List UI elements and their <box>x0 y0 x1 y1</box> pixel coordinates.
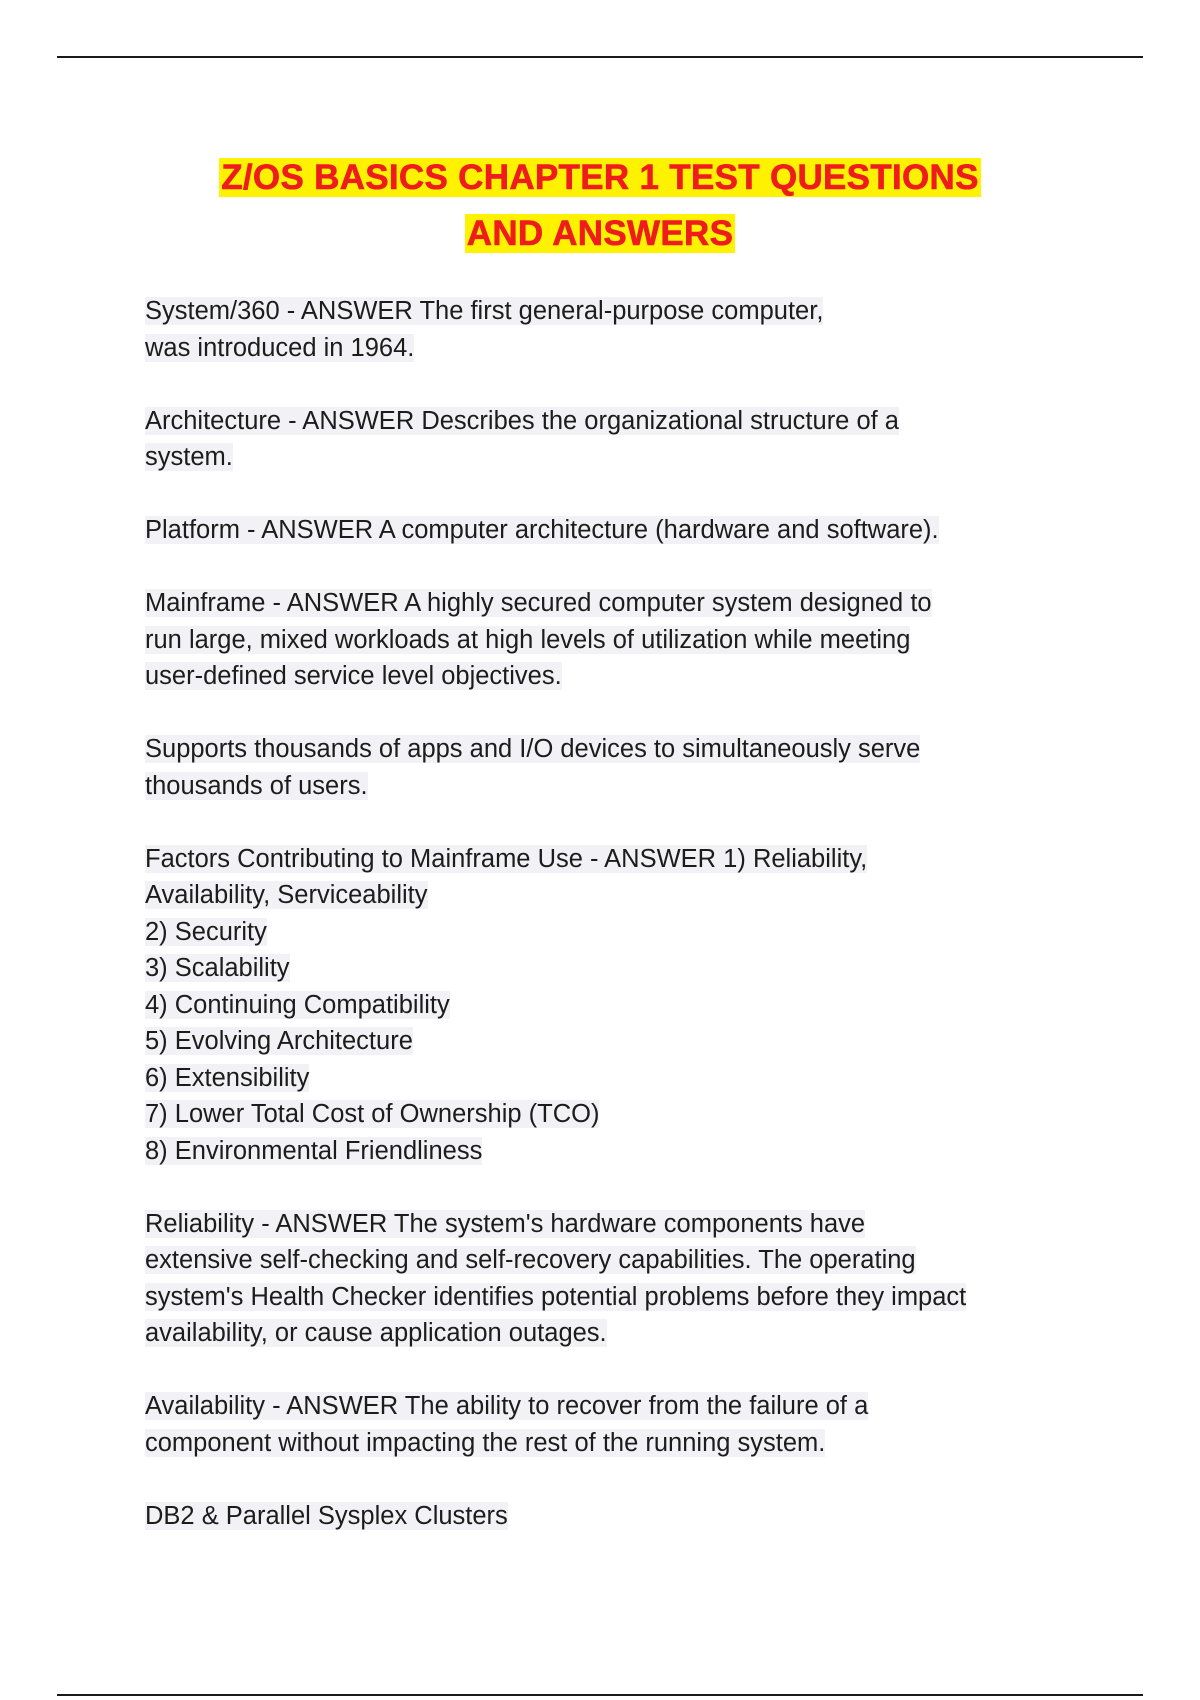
top-rule <box>57 56 1143 58</box>
text-line: was introduced in 1964. <box>145 333 415 362</box>
bottom-rule <box>57 1694 1143 1696</box>
text-line: component without impacting the rest of the running system. <box>145 1428 826 1457</box>
text-line: Reliability - ANSWER The system's hardware components have <box>145 1209 866 1238</box>
qa-entry-reliability <box>145 1206 1085 1352</box>
text-line: DB2 & Parallel Sysplex Clusters <box>145 1501 508 1530</box>
text-line: Supports thousands of apps and I/O devices to simultaneously serve <box>145 735 921 763</box>
text-line: extensive self-checking and self-recovery capabilities. The operating <box>145 1246 916 1274</box>
text-line: System/360 - ANSWER The first general-purpose computer, <box>145 297 824 325</box>
qa-entry-system360 <box>145 293 1085 366</box>
document-title <box>0 150 1200 262</box>
qa-entry-factors <box>145 841 1085 1170</box>
qa-entry-db2 <box>145 1498 1085 1535</box>
text-line: thousands of users. <box>145 771 368 800</box>
text-line: Availability, Serviceability <box>145 881 428 909</box>
list-item: 3) Scalability <box>145 954 290 982</box>
text-line: Mainframe - ANSWER A highly secured computer system designed to <box>145 589 932 617</box>
text-line: Factors Contributing to Mainframe Use - ANSWER 1) Reliability, <box>145 844 868 873</box>
text-line: system. <box>145 443 233 471</box>
qa-entry-mainframe <box>145 585 1085 695</box>
text-line: Availability - ANSWER The ability to recover from the failure of a <box>145 1392 869 1420</box>
qa-entry-availability <box>145 1388 1085 1461</box>
qa-entry-architecture <box>145 403 1085 476</box>
qa-entry-platform <box>145 512 1085 549</box>
text-line: user-defined service level objectives. <box>145 662 562 690</box>
list-item: 4) Continuing Compatibility <box>145 990 450 1019</box>
text-line: run large, mixed workloads at high levels of utilization while meeting <box>145 625 911 654</box>
list-item: 5) Evolving Architecture <box>145 1027 413 1055</box>
title-line-2: AND ANSWERS <box>466 214 734 253</box>
list-item: 6) Extensibility <box>145 1063 310 1092</box>
list-item: 8) Environmental Friendliness <box>145 1136 483 1165</box>
text-line: system's Health Checker identifies potential problems before they impact <box>145 1282 967 1311</box>
text-line: Platform - ANSWER A computer architecture (hardware and software). <box>145 516 939 544</box>
list-item: 7) Lower Total Cost of Ownership (TCO) <box>145 1100 600 1128</box>
qa-content <box>145 293 1085 1571</box>
text-line: Architecture - ANSWER Describes the organizational structure of a <box>145 406 899 435</box>
text-line: availability, or cause application outages. <box>145 1319 607 1347</box>
list-item: 2) Security <box>145 917 267 946</box>
title-line-1: Z/OS BASICS CHAPTER 1 TEST QUESTIONS <box>221 158 979 197</box>
qa-entry-supports <box>145 731 1085 804</box>
